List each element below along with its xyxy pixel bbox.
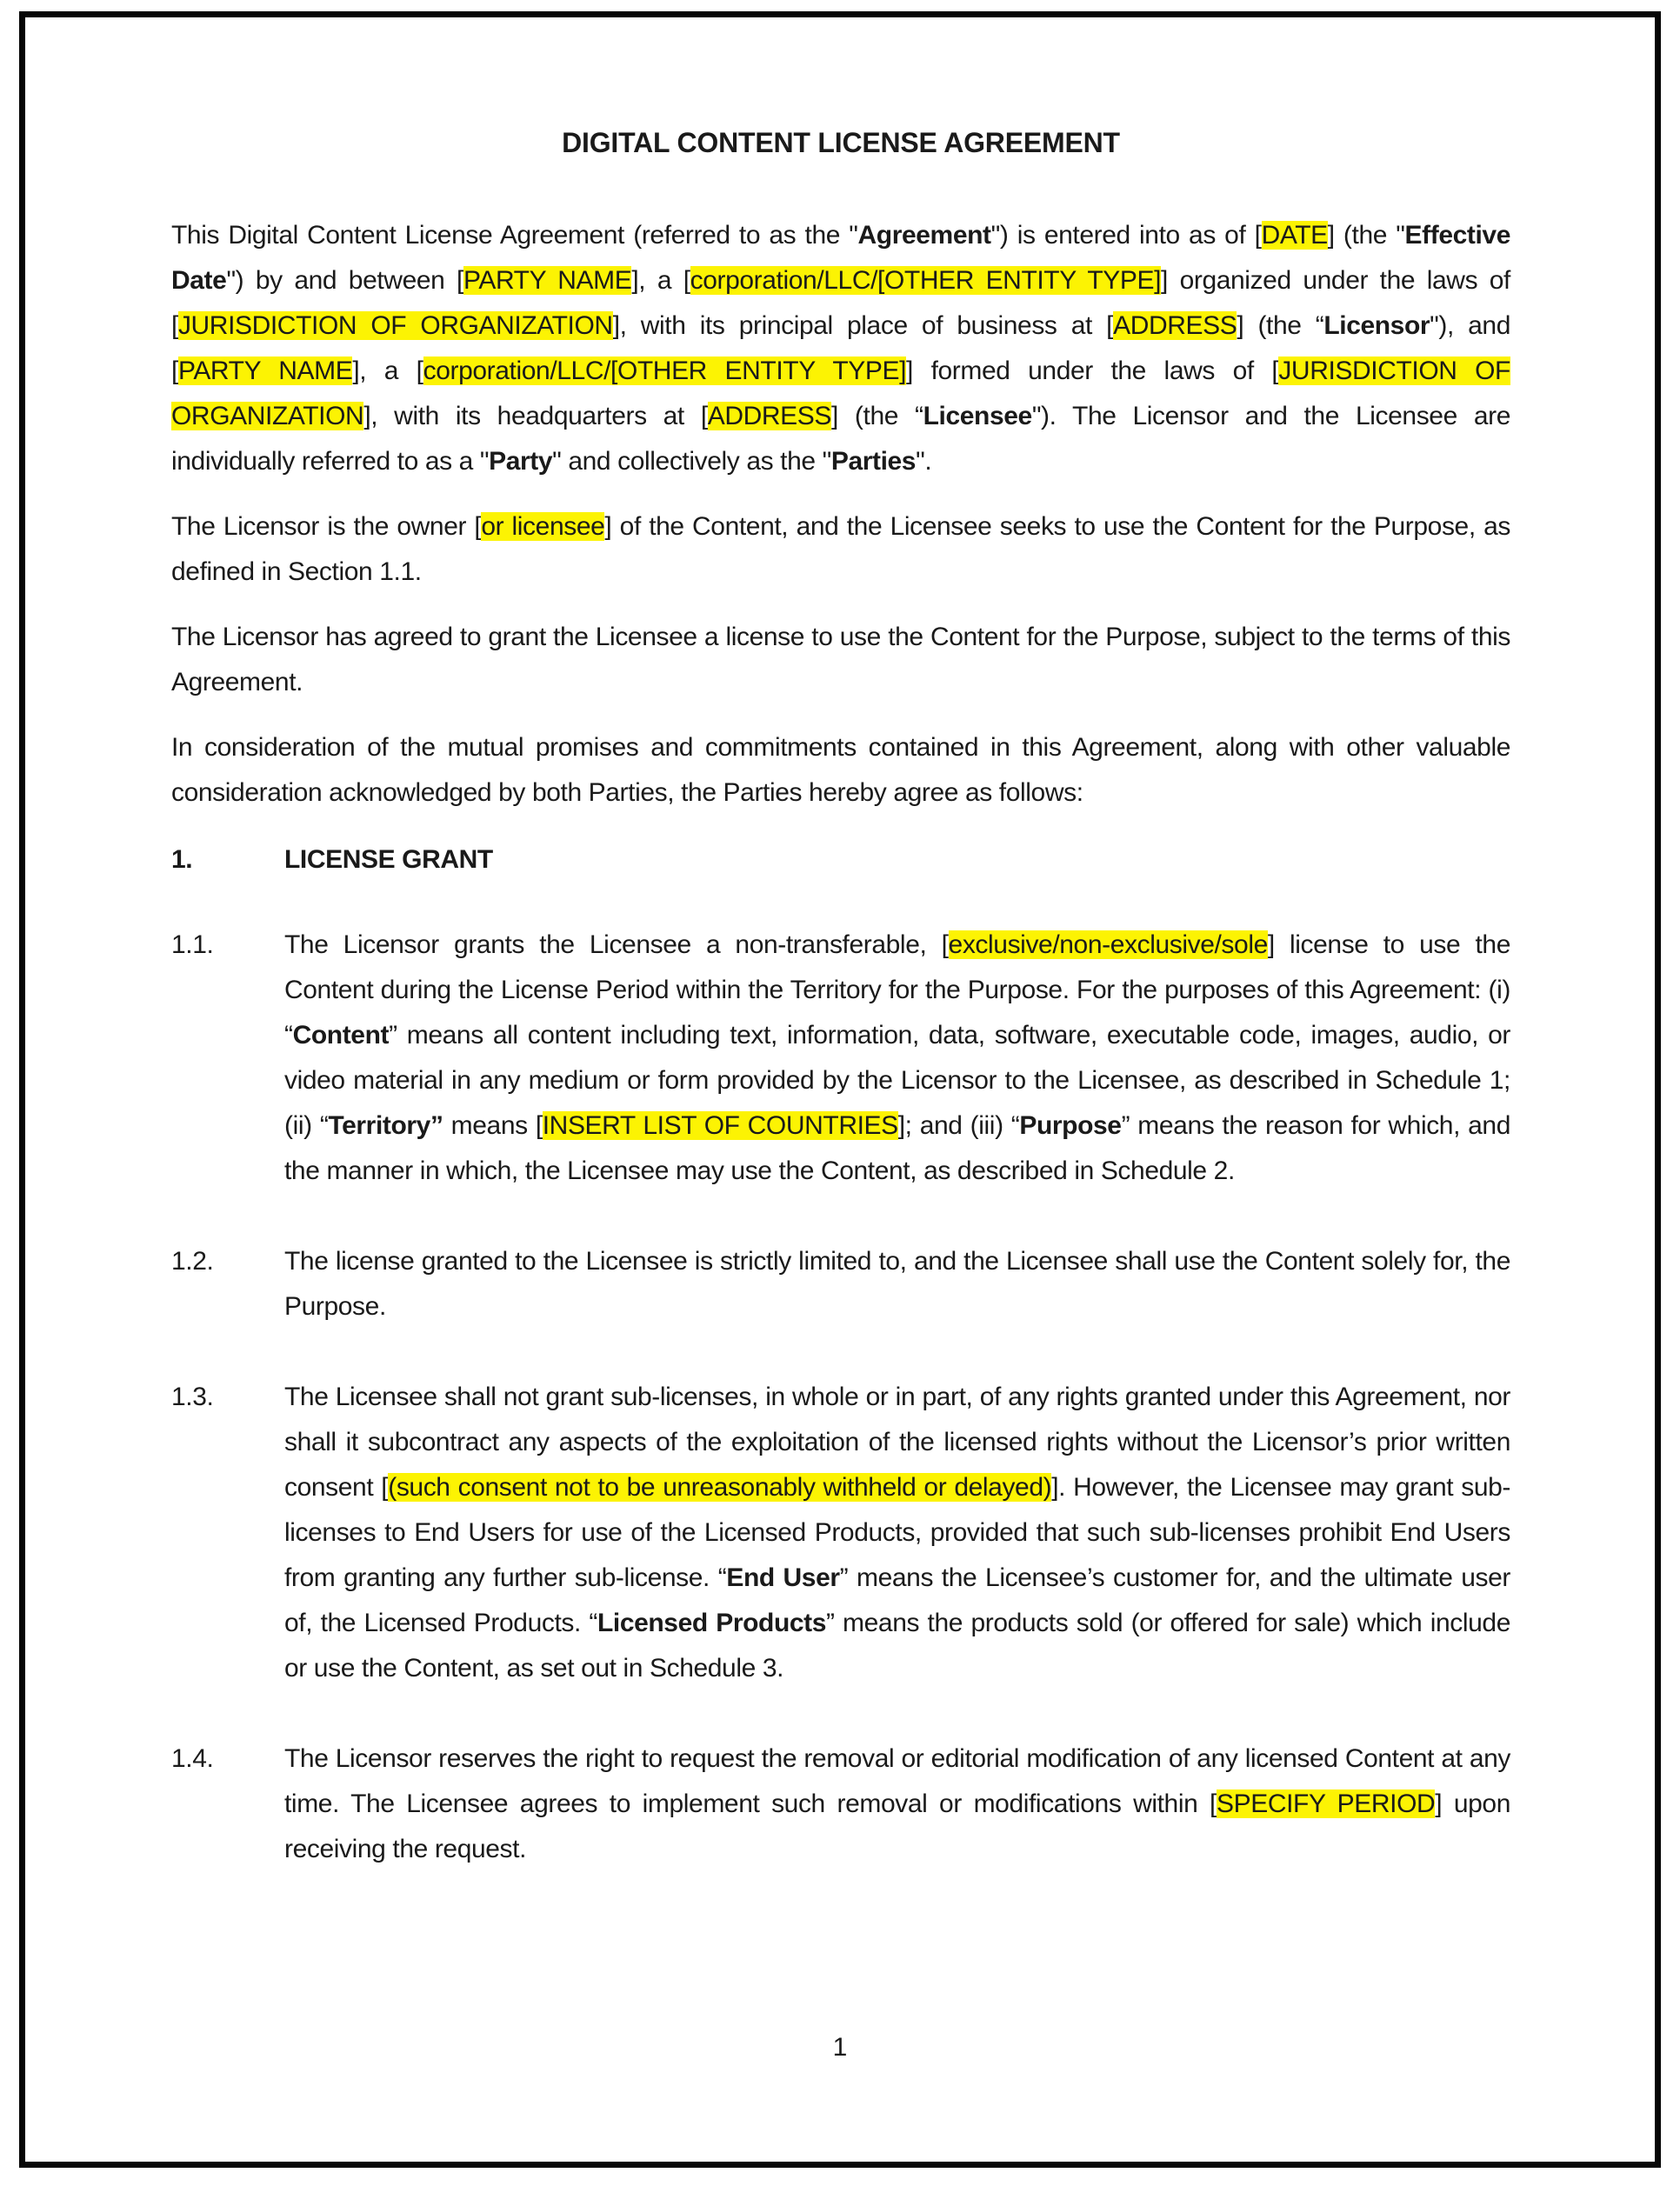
text-segment: The Licensee shall not grant sub-licenses, in whole or in part, of any rights granted under this Agreement, nor shall it subcontract any aspects of the exploitation of the licensed rights without the Licensor’s prior written consent [ xyxy=(284,1383,1510,1502)
highlighted-placeholder: corporation/LLC/[OTHER ENTITY TYPE] xyxy=(690,266,1162,295)
text-segment: ") by and between [ xyxy=(226,266,463,295)
paragraph-3 xyxy=(171,615,1510,705)
highlighted-placeholder: JURISDICTION OF ORGANIZATION xyxy=(177,311,613,340)
defined-term: Party xyxy=(489,447,553,476)
clause-number: 1.3. xyxy=(171,1383,214,1411)
highlighted-placeholder: DATE xyxy=(1261,221,1328,250)
defined-term: Effective Date xyxy=(171,221,1510,295)
defined-term: Licensor xyxy=(1323,311,1430,340)
defined-term: Purpose xyxy=(1019,1111,1122,1140)
text-segment: ], a [ xyxy=(352,357,423,385)
defined-term: End User xyxy=(726,1563,840,1592)
highlighted-placeholder: SPECIFY PERIOD xyxy=(1216,1789,1436,1818)
text-segment: ], a [ xyxy=(631,266,690,295)
highlighted-placeholder: corporation/LLC/[OTHER ENTITY TYPE] xyxy=(423,357,907,385)
defined-term: Licensed Products xyxy=(597,1609,827,1637)
heading-1 xyxy=(171,837,1510,883)
text-segment: ], with its principal place of business at [ xyxy=(612,311,1114,340)
text-segment: The license granted to the Licensee is strictly limited to, and the Licensee shall use the Content solely for, the Purpose. xyxy=(284,1247,1510,1321)
text-segment: ") is entered into as of [ xyxy=(990,221,1262,250)
highlighted-placeholder: PARTY NAME xyxy=(177,357,353,385)
defined-term: Agreement xyxy=(857,221,991,250)
text-segment: ” means the Licensee’s customer for, and the ultimate user of, the Licensed Products. “ xyxy=(284,1563,1510,1637)
text-segment: ] of the Content, and the Licensee seeks to use the Content for the Purpose, as defined in Section 1.1. xyxy=(171,512,1510,586)
highlighted-placeholder: (such consent not to be unreasonably withheld or delayed) xyxy=(388,1473,1052,1502)
highlighted-placeholder: exclusive/non-exclusive/sole xyxy=(948,930,1268,959)
text-segment: "). The Licensor and the Licensee are individually referred to as a " xyxy=(171,402,1510,476)
page-footer xyxy=(0,2033,1680,2063)
clause-number: 1.1. xyxy=(171,930,214,959)
text-segment: ". xyxy=(916,447,932,476)
text-segment: ]. However, the Licensee may grant sub-licenses to End Users for use of the Licensed Products, provided that such sub-licenses prohibit End Users from granting any further sub-license. “ xyxy=(284,1473,1510,1592)
highlighted-placeholder: INSERT LIST OF COUNTRIES xyxy=(542,1111,898,1140)
highlighted-placeholder: or licensee xyxy=(481,512,605,541)
clause-1.4 xyxy=(171,1736,1510,1872)
paragraph-2 xyxy=(171,504,1510,595)
highlighted-placeholder: JURISDICTION OF ORGANIZATION xyxy=(171,357,1510,430)
text-segment: ] (the “ xyxy=(831,402,923,430)
text-segment: ], with its headquarters at [ xyxy=(363,402,708,430)
text-segment: The Licensor grants the Licensee a non-transferable, [ xyxy=(284,930,949,959)
document-blocks xyxy=(171,213,1510,1872)
text-segment: ” means the reason for which, and the manner in which, the Licensee may use the Content, as described in Schedule 2. xyxy=(284,1111,1510,1185)
text-segment: The Licensor reserves the right to request the removal or editorial modification of any licensed Content at any time. The Licensee agrees to implement such removal or modifications within [ xyxy=(284,1744,1510,1818)
text-segment: "), and [ xyxy=(171,311,1510,385)
text-segment: This Digital Content License Agreement (referred to as the " xyxy=(171,221,858,250)
defined-term: Content xyxy=(292,1021,390,1050)
text-segment: " and collectively as the " xyxy=(552,447,831,476)
defined-term: Parties xyxy=(830,447,917,476)
text-segment: In consideration of the mutual promises and commitments contained in this Agreement, along with other valuable consideration acknowledged by both Parties, the Parties hereby agree as follows: xyxy=(171,733,1510,807)
paragraph-1 xyxy=(171,213,1510,484)
text-segment: ]; and (iii) “ xyxy=(897,1111,1020,1140)
text-segment: ] formed under the laws of [ xyxy=(906,357,1279,385)
text-segment: means [ xyxy=(443,1111,543,1140)
section-number: 1. xyxy=(171,845,193,874)
highlighted-placeholder: PARTY NAME xyxy=(463,266,632,295)
clause-number: 1.4. xyxy=(171,1744,214,1773)
highlighted-placeholder: ADDRESS xyxy=(707,402,832,430)
clause-number: 1.2. xyxy=(171,1247,214,1276)
text-segment: The Licensor has agreed to grant the Licensee a license to use the Content for the Purpose, subject to the terms of this Agreement. xyxy=(171,623,1510,696)
page-number: 1 xyxy=(832,2033,848,2062)
text-segment: ” means the products sold (or offered for sale) which include or use the Content, as set out in Schedule 3. xyxy=(284,1609,1510,1683)
document-title: DIGITAL CONTENT LICENSE AGREEMENT xyxy=(562,127,1120,158)
clause-1.2 xyxy=(171,1239,1510,1330)
text-segment: ] (the “ xyxy=(1237,311,1324,340)
defined-term: Territory” xyxy=(328,1111,443,1140)
document-body xyxy=(171,127,1510,1917)
text-segment: ] license to use the Content during the License Period within the Territory for the Purpose. For the purposes of this Agreement: (i) “ xyxy=(284,930,1511,1050)
text-segment: ] upon receiving the request. xyxy=(284,1789,1511,1863)
text-segment: ] organized under the laws of [ xyxy=(171,266,1510,340)
defined-term: Licensee xyxy=(923,402,1032,430)
defined-term: LICENSE GRANT xyxy=(284,845,493,874)
clause-1.3 xyxy=(171,1375,1510,1691)
text-segment: The Licensor is the owner [ xyxy=(171,512,482,541)
clause-1.1 xyxy=(171,923,1510,1194)
text-segment: ] (the " xyxy=(1327,221,1405,250)
text-segment: ” means all content including text, information, data, software, executable code, images, audio, or video material in any medium or form provided by the Licensor to the Licensee, as described in Schedule 1; (ii) “ xyxy=(284,1021,1510,1140)
highlighted-placeholder: ADDRESS xyxy=(1113,311,1237,340)
paragraph-4 xyxy=(171,725,1510,816)
